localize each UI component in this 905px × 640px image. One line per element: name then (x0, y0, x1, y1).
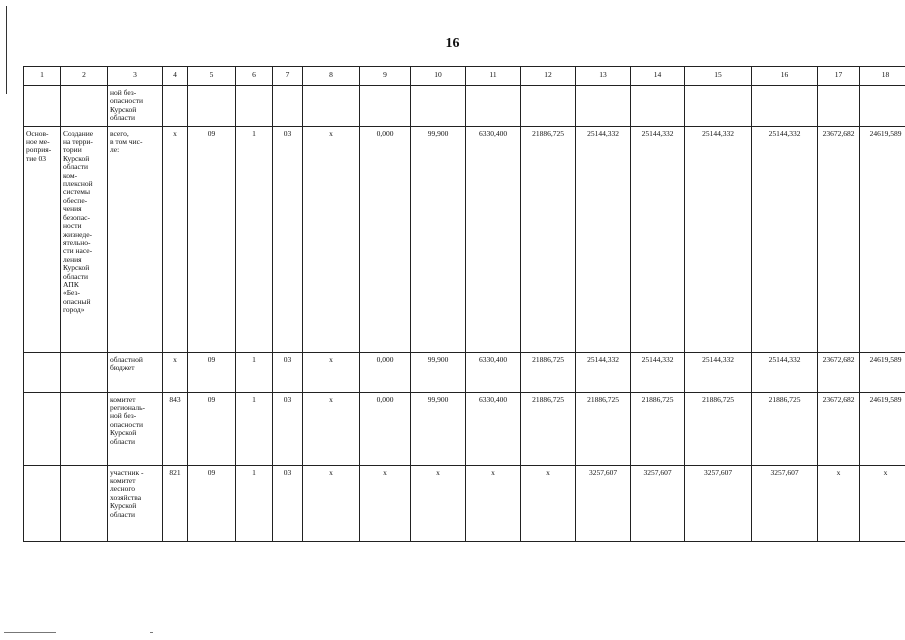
event-name-cell (61, 392, 108, 465)
value-cell (273, 86, 303, 127)
value-cell: 09 (188, 392, 236, 465)
value-cell: x (163, 352, 188, 392)
value-cell (860, 86, 905, 127)
value-cell: 21886,725 (685, 392, 752, 465)
value-cell: 99,900 (411, 126, 466, 352)
value-cell: 1 (236, 352, 273, 392)
column-number-cell: 16 (752, 67, 818, 86)
value-cell: 03 (273, 126, 303, 352)
value-cell: 99,900 (411, 352, 466, 392)
value-cell: 03 (273, 392, 303, 465)
table-row (24, 86, 905, 127)
column-number-cell: 12 (521, 67, 576, 86)
value-cell: 23672,682 (818, 126, 860, 352)
value-cell: 0,000 (360, 126, 411, 352)
column-number-cell: 3 (108, 67, 163, 86)
value-cell: x (818, 465, 860, 541)
value-cell (685, 86, 752, 127)
value-cell: 21886,725 (752, 392, 818, 465)
value-cell: 25144,332 (752, 126, 818, 352)
column-number-cell: 17 (818, 67, 860, 86)
value-cell: x (860, 465, 905, 541)
column-number-cell: 8 (303, 67, 360, 86)
value-cell: x (411, 465, 466, 541)
value-cell (303, 86, 360, 127)
event-code-cell (24, 86, 61, 127)
value-cell: 24619,589 (860, 392, 905, 465)
value-cell: 3257,607 (576, 465, 631, 541)
column-number-cell: 9 (360, 67, 411, 86)
column-number-cell: 14 (631, 67, 685, 86)
value-cell: 21886,725 (631, 392, 685, 465)
value-cell: x (303, 392, 360, 465)
table-row (24, 465, 905, 541)
value-cell: 03 (273, 352, 303, 392)
budget-table (23, 66, 905, 542)
value-cell: 25144,332 (576, 352, 631, 392)
event-code-cell (24, 352, 61, 392)
value-cell: 09 (188, 352, 236, 392)
value-cell: 1 (236, 126, 273, 352)
event-name-cell (61, 465, 108, 541)
value-cell: 21886,725 (521, 352, 576, 392)
scan-artifact (4, 632, 56, 633)
funding-source-cell: областной бюджет (108, 352, 163, 392)
value-cell: 3257,607 (752, 465, 818, 541)
table-row (24, 352, 905, 392)
value-cell: 24619,589 (860, 126, 905, 352)
value-cell: 23672,682 (818, 352, 860, 392)
header-row (24, 67, 905, 86)
event-name-cell (61, 86, 108, 127)
table-row (24, 126, 905, 352)
value-cell (188, 86, 236, 127)
column-number-cell: 11 (466, 67, 521, 86)
funding-source-cell: ной без- опасности Курской области (108, 86, 163, 127)
funding-source-cell: всего, в том чис- ле: (108, 126, 163, 352)
value-cell (236, 86, 273, 127)
value-cell: x (303, 352, 360, 392)
value-cell: x (163, 126, 188, 352)
value-cell (576, 86, 631, 127)
value-cell: 24619,589 (860, 352, 905, 392)
column-number-cell: 5 (188, 67, 236, 86)
value-cell: 6330,400 (466, 352, 521, 392)
value-cell: x (466, 465, 521, 541)
value-cell: 3257,607 (685, 465, 752, 541)
value-cell: x (521, 465, 576, 541)
column-number-cell: 1 (24, 67, 61, 86)
value-cell: 03 (273, 465, 303, 541)
value-cell: 25144,332 (631, 126, 685, 352)
value-cell (752, 86, 818, 127)
column-number-cell: 6 (236, 67, 273, 86)
value-cell (818, 86, 860, 127)
column-number-cell: 10 (411, 67, 466, 86)
value-cell: 0,000 (360, 392, 411, 465)
value-cell: 99,900 (411, 392, 466, 465)
column-number-cell: 2 (61, 67, 108, 86)
value-cell: 21886,725 (576, 392, 631, 465)
value-cell (411, 86, 466, 127)
event-name-cell (61, 352, 108, 392)
value-cell (466, 86, 521, 127)
event-name-cell: Создание на терри- тории Курской области ком- плексной системы обеспе- чения безопас- ности жизнеде- ятельно- сти насе- ления Курской области АПК «Без- опасный город» (61, 126, 108, 352)
value-cell: 25144,332 (631, 352, 685, 392)
event-code-cell (24, 392, 61, 465)
column-number-cell: 18 (860, 67, 905, 86)
value-cell (521, 86, 576, 127)
value-cell: 25144,332 (752, 352, 818, 392)
value-cell: x (303, 126, 360, 352)
value-cell: 09 (188, 465, 236, 541)
value-cell: 25144,332 (685, 352, 752, 392)
funding-source-cell: участник - комитет лесного хозяйства Курской области (108, 465, 163, 541)
column-number-cell: 13 (576, 67, 631, 86)
value-cell: x (303, 465, 360, 541)
value-cell: 23672,682 (818, 392, 860, 465)
value-cell: 3257,607 (631, 465, 685, 541)
value-cell: 6330,400 (466, 392, 521, 465)
value-cell: 1 (236, 392, 273, 465)
value-cell: 6330,400 (466, 126, 521, 352)
value-cell (163, 86, 188, 127)
event-code-cell: Основ- ное ме- роприя- тие 03 (24, 126, 61, 352)
funding-source-cell: комитет региональ- ной без- опасности Курской области (108, 392, 163, 465)
value-cell: 821 (163, 465, 188, 541)
column-number-cell: 7 (273, 67, 303, 86)
value-cell: 21886,725 (521, 126, 576, 352)
event-code-cell (24, 465, 61, 541)
column-number-cell: 4 (163, 67, 188, 86)
value-cell: x (360, 465, 411, 541)
value-cell: 25144,332 (685, 126, 752, 352)
table-row (24, 392, 905, 465)
page-number: 16 (445, 36, 460, 51)
value-cell (631, 86, 685, 127)
value-cell: 0,000 (360, 352, 411, 392)
value-cell: 843 (163, 392, 188, 465)
value-cell: 25144,332 (576, 126, 631, 352)
value-cell: 09 (188, 126, 236, 352)
value-cell: 21886,725 (521, 392, 576, 465)
value-cell: 1 (236, 465, 273, 541)
value-cell (360, 86, 411, 127)
column-number-cell: 15 (685, 67, 752, 86)
scan-artifact (150, 632, 153, 633)
